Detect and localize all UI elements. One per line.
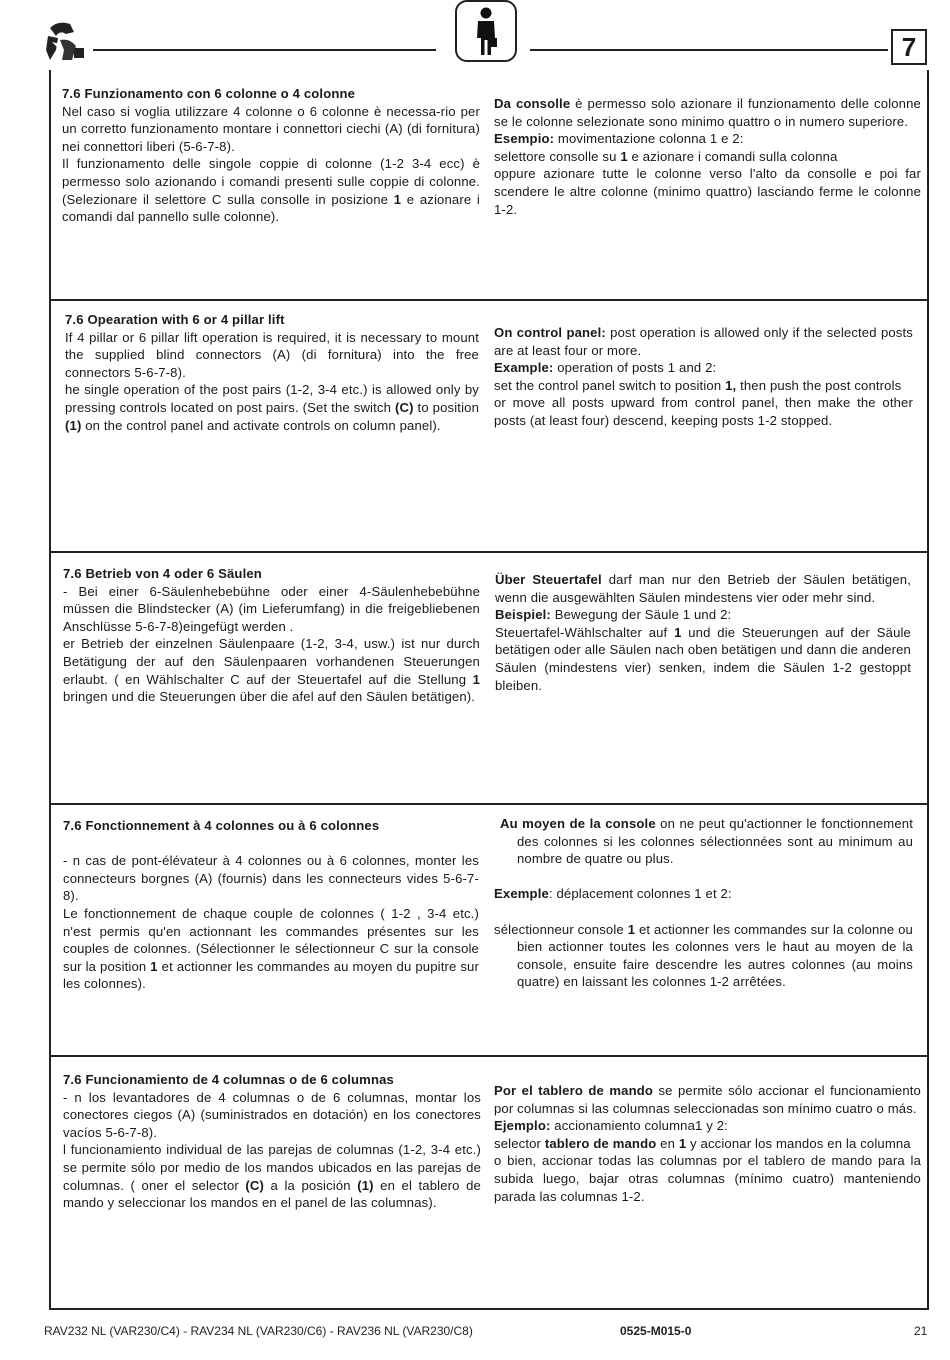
section-english-left	[65, 311, 479, 434]
paragraph: he single operation of the post pairs (1-2, 3-4 etc.) is allowed only by pressing controls located on post pairs. (Set the switch (C) to position (1) on the control panel and activate controls on column panel).	[65, 382, 479, 433]
section-spanish-left	[63, 1071, 481, 1212]
paragraph: Steuertafel-Wählschalter auf 1 und die Steuerungen auf der Säule betätigen oder alle Säulen nach oben betätigen und dann die anderen Säulen (mindestens vier) senken, indem die Säulen 1-2 gestoppt bleiben.	[495, 624, 911, 693]
section-title: 7.6 Funcionamiento de 4 columnas o de 6 columnas	[63, 1072, 394, 1087]
footer-document-code: 0525-M015-0	[620, 1324, 692, 1338]
section-title: 7.6 Opearation with 6 or 4 pillar lift	[65, 312, 285, 327]
paragraph: selector tablero de mando en 1 y accionar los mandos en la columna	[494, 1135, 911, 1151]
paragraph: Exemple: déplacement colonnes 1 et 2:	[494, 886, 732, 902]
paragraph: or move all posts upward from control panel, then make the other posts (at least four) descend, keeping posts 1-2 stopped.	[494, 395, 913, 428]
section-title: 7.6 Betrieb von 4 oder 6 Säulen	[63, 566, 262, 581]
paragraph: sélectionneur console 1 et actionner les commandes sur la colonne ou bien actionner toutes les colonnes vers le haut au moyen de la console, ensuite faire descendre les autres colonnes (au moins quatre) en laissant les colonnes 1-2 arrêtées.	[494, 921, 913, 990]
section-separator	[49, 803, 929, 805]
paragraph: If 4 pillar or 6 pillar lift operation is required, it is necessary to mount the supplied blind connectors (A) (di fornitura) into the free connectors 5-6-7-8).	[65, 329, 479, 380]
section-separator	[49, 551, 929, 553]
section-french-left	[63, 817, 479, 993]
section-french-right	[494, 815, 913, 991]
paragraph: l funcionamiento individual de las parejas de columnas (1-2, 3-4 etc.) se permite sólo por medio de los mandos ubicados en las parejas de columnas. ( oner el selector (C) a la posición (1) en el tablero de mando y seleccionar los mandos en el panel de las columnas).	[63, 1142, 481, 1211]
paragraph: Le fonctionnement de chaque couple de colonnes ( 1-2 , 3-4 etc.) n'est permis qu'en actionnant les commandes présentes sur les couples de colonnes. (Sélectionner le sélectionneur C sur la console sur la position 1 et actionner les commandes au moyen du pupitre sur les colonnes).	[63, 905, 480, 992]
section-title: 7.6 Fonctionnement à 4 colonnes ou à 6 colonnes	[63, 818, 380, 833]
paragraph: Da consolle è permesso solo azionare il funzionamento delle colonne se le colonne selezionate sono minimo quattro o in numero superiore.	[494, 96, 921, 129]
section-english-right	[494, 324, 913, 430]
section-separator	[49, 299, 929, 301]
section-italian-right	[494, 95, 921, 218]
header-rule-left	[93, 49, 436, 51]
paragraph: Esempio: movimentazione colonna 1 e 2:	[494, 131, 744, 147]
header-rule-right	[530, 49, 888, 51]
paragraph: - Bei einer 6-Säulenhebebühne oder einer 4-Säulenhebebühne müssen die Blindstecker (A) (im Lieferumfang) in die freigebliebenen Anschlüsse 5-6-7-8)eingefügt werden .	[63, 583, 480, 634]
manufacturer-logo-icon	[44, 20, 88, 64]
footer-page-number: 21	[914, 1324, 928, 1338]
paragraph: selettore consolle su 1 e azionare i comandi sulla colonna	[494, 148, 838, 164]
paragraph: Ejemplo: accionamiento columna1 y 2:	[494, 1118, 728, 1134]
paragraph: set the control panel switch to position 1, then push the post controls	[494, 377, 902, 393]
paragraph: er Betrieb der einzelnen Säulenpaare (1-2, 3-4, usw.) ist nur durch Betätigung der auf den Säulenpaaren vorhandenen Steuerungen erlaubt. ( en Wählschalter C auf der Steuertafel auf die Stellung 1 bringen und die Steuerungen über die afel auf den Säulen betätigen).	[63, 636, 480, 705]
chapter-number-box: 7	[891, 29, 927, 65]
paragraph: Au moyen de la console on ne peut qu'actionner le fonctionnement des colonnes si les colonnes sélectionnées sont au minimum au nombre de quatre ou plus.	[500, 816, 913, 867]
operator-person-icon	[455, 0, 517, 62]
footer-models: RAV232 NL (VAR230/C4) - RAV234 NL (VAR230/C6) - RAV236 NL (VAR230/C8)	[44, 1324, 473, 1338]
paragraph: o bien, accionar todas las columnas por el tablero de mando para la subida luego, bajar otras columnas (mínimo cuatro) manteniendo parada las columnas 1-2.	[494, 1153, 921, 1204]
section-separator	[49, 1055, 929, 1057]
paragraph: Example: operation of posts 1 and 2:	[494, 360, 717, 376]
section-spanish-right	[494, 1082, 921, 1205]
section-italian-left	[62, 85, 480, 226]
paragraph: - n cas de pont-élévateur à 4 colonnes ou à 6 colonnes, monter les connecteurs borgnes (A) (fournis) dans les connecteurs vides 5-6-7-8).	[63, 853, 479, 904]
paragraph: Por el tablero de mando se permite sólo accionar el funcionamiento por columnas si las columnas seleccionadas son mínimo cuatro o más.	[494, 1083, 921, 1116]
paragraph: Beispiel: Bewegung der Säule 1 und 2:	[495, 607, 732, 623]
section-title: 7.6 Funzionamento con 6 colonne o 4 colonne	[62, 86, 356, 101]
paragraph: - n los levantadores de 4 columnas o de 6 columnas, montar los conectores ciegos (A) (suministrados en dotación) en los conectores vacíos 5-6-7-8).	[63, 1089, 481, 1140]
paragraph: Über Steuertafel darf man nur den Betrieb der Säulen betätigen, wenn die ausgewählten Säulen mindestens vier oder mehr sind.	[495, 572, 912, 605]
paragraph: On control panel: post operation is allowed only if the selected posts are at least four or more.	[494, 325, 913, 358]
section-german-right	[495, 571, 911, 694]
paragraph: Il funzionamento delle singole coppie di colonne (1-2 3-4 ecc) è permesso solo azionando i comandi presenti sulle coppie di colonne. (Selezionare il selettore C sulla consolle in posizione 1 e azionare i comandi dal pannello sulle colonne).	[62, 156, 480, 225]
section-german-left	[63, 565, 480, 706]
paragraph: oppure azionare tutte le colonne verso l'alto da consolle e poi far scendere le altre colonne (minimo quattro) lasciando ferme le colonne 1-2.	[494, 166, 921, 217]
paragraph: Nel caso si voglia utilizzare 4 colonne o 6 colonne è necessa-rio per un corretto funzionamento montare i connettori ciechi (A) (di fornitura) nei connettori liberi (5-6-7-8).	[62, 103, 480, 154]
